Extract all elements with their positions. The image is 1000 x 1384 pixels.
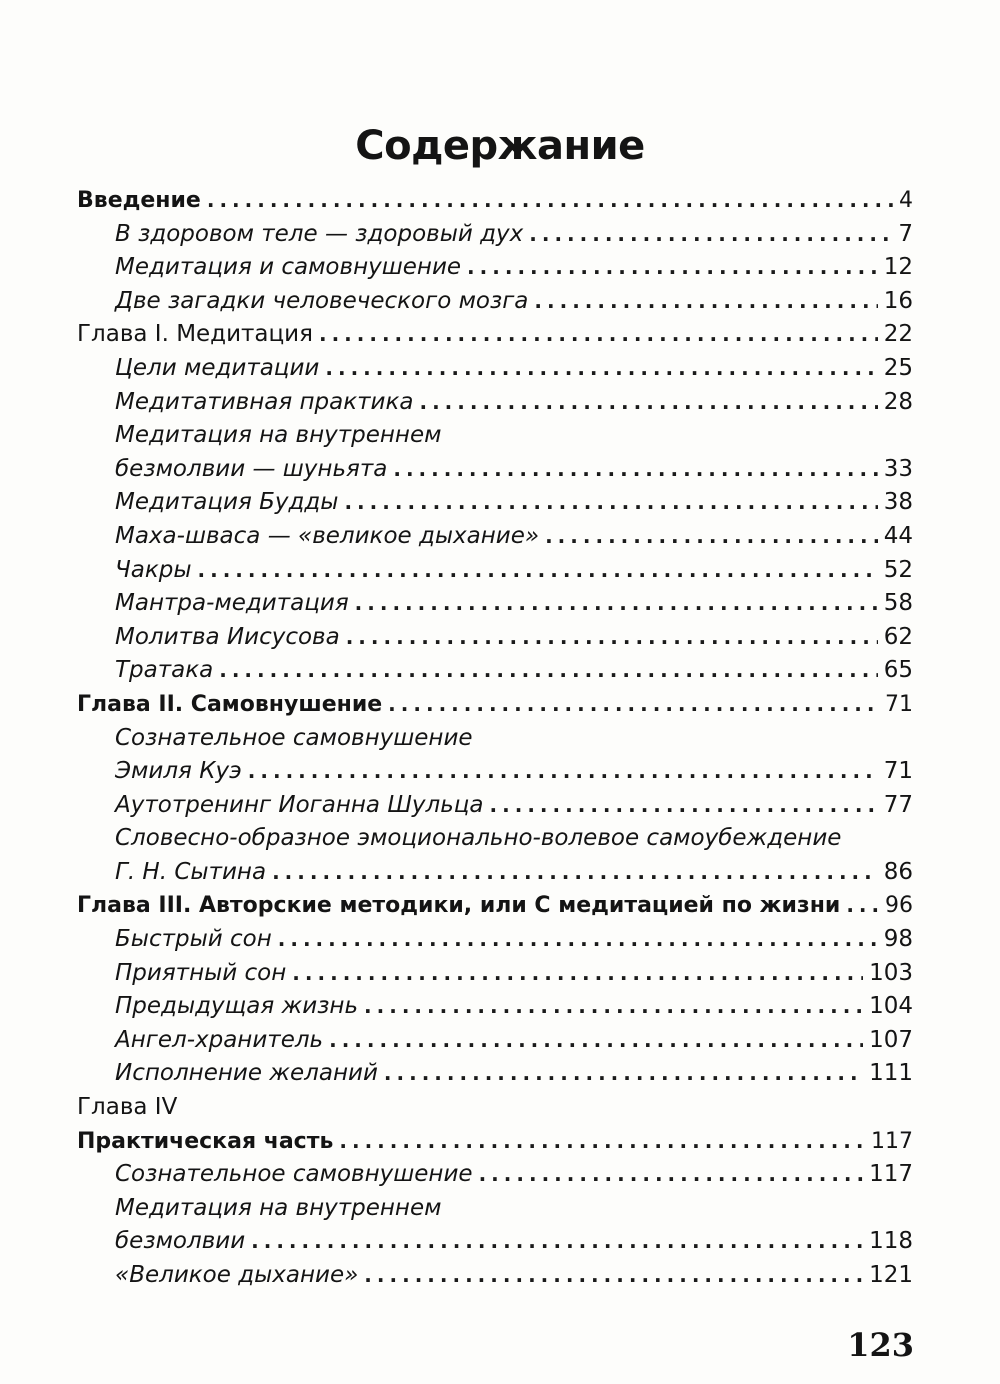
toc-entry — [77, 923, 913, 957]
toc-entry — [77, 587, 913, 621]
toc-entry — [77, 789, 913, 823]
toc-entry-title: Глава III. Авторские методики, или С медитацией по жизни — [77, 893, 841, 919]
dot-leader — [534, 285, 877, 319]
toc-entry-title: Медитация Будды — [115, 489, 339, 516]
toc-entry-title: Исполнение желаний — [115, 1060, 378, 1087]
dot-leader — [355, 587, 878, 621]
dot-leader — [292, 957, 863, 991]
toc-entry — [77, 822, 913, 856]
toc-entry-page: 52 — [883, 556, 913, 583]
dot-leader — [467, 251, 878, 285]
toc-entry-page: 7 — [898, 220, 913, 247]
toc-entry — [77, 755, 913, 789]
toc-entry — [77, 520, 913, 554]
dot-leader — [278, 923, 878, 957]
dot-leader — [329, 1024, 863, 1058]
dot-leader — [207, 184, 893, 218]
toc-entry-title: Две загадки человеческого мозга — [115, 287, 529, 314]
toc-entry-title: Приятный сон — [115, 959, 287, 986]
dot-leader — [490, 789, 878, 823]
dot-leader — [388, 688, 879, 722]
toc-entry-page: 86 — [883, 858, 913, 885]
dot-leader — [419, 386, 877, 420]
toc-entry-title: Глава I. Медитация — [77, 321, 313, 348]
toc-entry-title: Г. Н. Сытина — [115, 858, 267, 885]
dot-leader — [545, 520, 878, 554]
page-title: Содержание — [355, 122, 645, 169]
toc-entry-page: 25 — [883, 354, 913, 381]
dot-leader — [393, 453, 877, 487]
toc-entry-page: 111 — [869, 1060, 913, 1087]
toc-entry-page: 107 — [869, 1026, 913, 1053]
toc-entry-page: 44 — [883, 522, 913, 549]
dot-leader — [248, 755, 878, 789]
dot-leader — [346, 621, 878, 655]
toc-entry-page: 22 — [883, 321, 913, 348]
toc-entry-title: Сознательное самовнушение — [115, 724, 473, 751]
toc-entry-page: 117 — [869, 1161, 913, 1188]
toc-entry — [77, 453, 913, 487]
toc-entry — [77, 621, 913, 655]
toc-entry-title: Сознательное самовнушение — [115, 1161, 473, 1188]
toc-entry-title: Ангел-хранитель — [115, 1026, 324, 1053]
toc-entry — [77, 554, 913, 588]
toc-entry-title: Цели медитации — [115, 354, 320, 381]
toc-entry-page: 71 — [885, 691, 913, 717]
toc-entry-page: 58 — [883, 590, 913, 617]
toc-entry — [77, 386, 913, 420]
toc-entry — [77, 218, 913, 252]
dot-leader — [251, 1225, 863, 1259]
toc-entry — [77, 1192, 913, 1226]
toc-entry-title: Маха-шваса — «великое дыхание» — [115, 522, 540, 549]
toc-entry — [77, 1225, 913, 1259]
toc-entry-title: Глава IV — [77, 1094, 178, 1121]
toc-entry-title: Медитация на внутреннем — [115, 422, 442, 449]
dot-leader — [364, 990, 863, 1024]
toc-entry — [77, 352, 913, 386]
toc-entry-page: 38 — [883, 489, 913, 516]
dot-leader — [325, 352, 877, 386]
toc-entry — [77, 1259, 913, 1293]
toc-entry — [77, 688, 913, 722]
dot-leader — [272, 856, 878, 890]
toc-entry-page: 28 — [883, 388, 913, 415]
toc-entry-title: Тратака — [115, 657, 214, 684]
toc-entry-title: безмолвии — [115, 1228, 246, 1255]
table-of-contents — [77, 184, 913, 1293]
toc-entry — [77, 1091, 913, 1125]
toc-entry — [77, 1125, 913, 1159]
toc-entry-page: 96 — [885, 893, 913, 919]
toc-entry-page: 33 — [883, 455, 913, 482]
toc-entry — [77, 285, 913, 319]
dot-leader — [846, 889, 879, 923]
toc-entry-page: 71 — [883, 758, 913, 785]
toc-entry-title: В здоровом теле — здоровый дух — [115, 220, 524, 247]
toc-entry — [77, 251, 913, 285]
toc-entry — [77, 419, 913, 453]
toc-entry-page: 16 — [883, 287, 913, 314]
toc-entry — [77, 722, 913, 756]
toc-entry-page: 4 — [899, 188, 913, 213]
toc-entry — [77, 1158, 913, 1192]
toc-entry-page: 65 — [883, 657, 913, 684]
toc-entry — [77, 318, 913, 352]
dot-leader — [198, 554, 878, 588]
toc-entry — [77, 957, 913, 991]
toc-entry — [77, 1057, 913, 1091]
toc-entry-title: Словесно-образное эмоционально-волевое самоубеждение — [115, 825, 842, 852]
dot-leader — [219, 654, 877, 688]
toc-entry-title: Мантра-медитация — [115, 590, 349, 617]
toc-entry-title: Медитативная практика — [115, 388, 414, 415]
dot-leader — [384, 1057, 863, 1091]
toc-entry-title: Чакры — [115, 556, 192, 583]
toc-entry-title: Глава II. Самовнушение — [77, 691, 383, 717]
toc-entry — [77, 889, 913, 923]
toc-entry — [77, 184, 913, 218]
dot-leader — [479, 1158, 864, 1192]
toc-entry — [77, 486, 913, 520]
toc-entry — [77, 856, 913, 890]
toc-entry-title: безмолвии — шуньята — [115, 455, 388, 482]
toc-entry-title: Медитация на внутреннем — [115, 1194, 442, 1221]
toc-entry-page: 117 — [871, 1128, 913, 1154]
toc-entry — [77, 654, 913, 688]
toc-entry-title: Быстрый сон — [115, 926, 272, 953]
toc-entry-page: 77 — [883, 791, 913, 818]
toc-entry-page: 12 — [883, 254, 913, 281]
page-number: 123 — [847, 1326, 914, 1364]
toc-entry-title: «Великое дыхание» — [115, 1262, 359, 1288]
dot-leader — [319, 318, 878, 352]
dot-leader — [529, 218, 892, 252]
toc-entry-page: 103 — [869, 959, 913, 986]
toc-entry-title: Эмиля Куэ — [115, 758, 242, 785]
dot-leader — [339, 1125, 865, 1159]
toc-entry-page: 104 — [869, 993, 913, 1020]
toc-entry-title: Введение — [77, 188, 201, 213]
toc-entry-page: 118 — [869, 1228, 913, 1255]
toc-entry-page: 98 — [883, 926, 913, 953]
dot-leader — [364, 1259, 863, 1293]
toc-entry-page: 62 — [883, 623, 913, 650]
toc-entry — [77, 1024, 913, 1058]
toc-entry-title: Молитва Иисусова — [115, 623, 340, 650]
toc-entry-title: Медитация и самовнушение — [115, 254, 462, 281]
toc-entry-title: Практическая часть — [77, 1128, 334, 1154]
toc-entry — [77, 990, 913, 1024]
dot-leader — [344, 486, 877, 520]
toc-entry-title: Аутотренинг Иоганна Шульца — [115, 791, 484, 818]
toc-entry-page: 121 — [869, 1262, 913, 1288]
toc-entry-title: Предыдущая жизнь — [115, 993, 359, 1020]
